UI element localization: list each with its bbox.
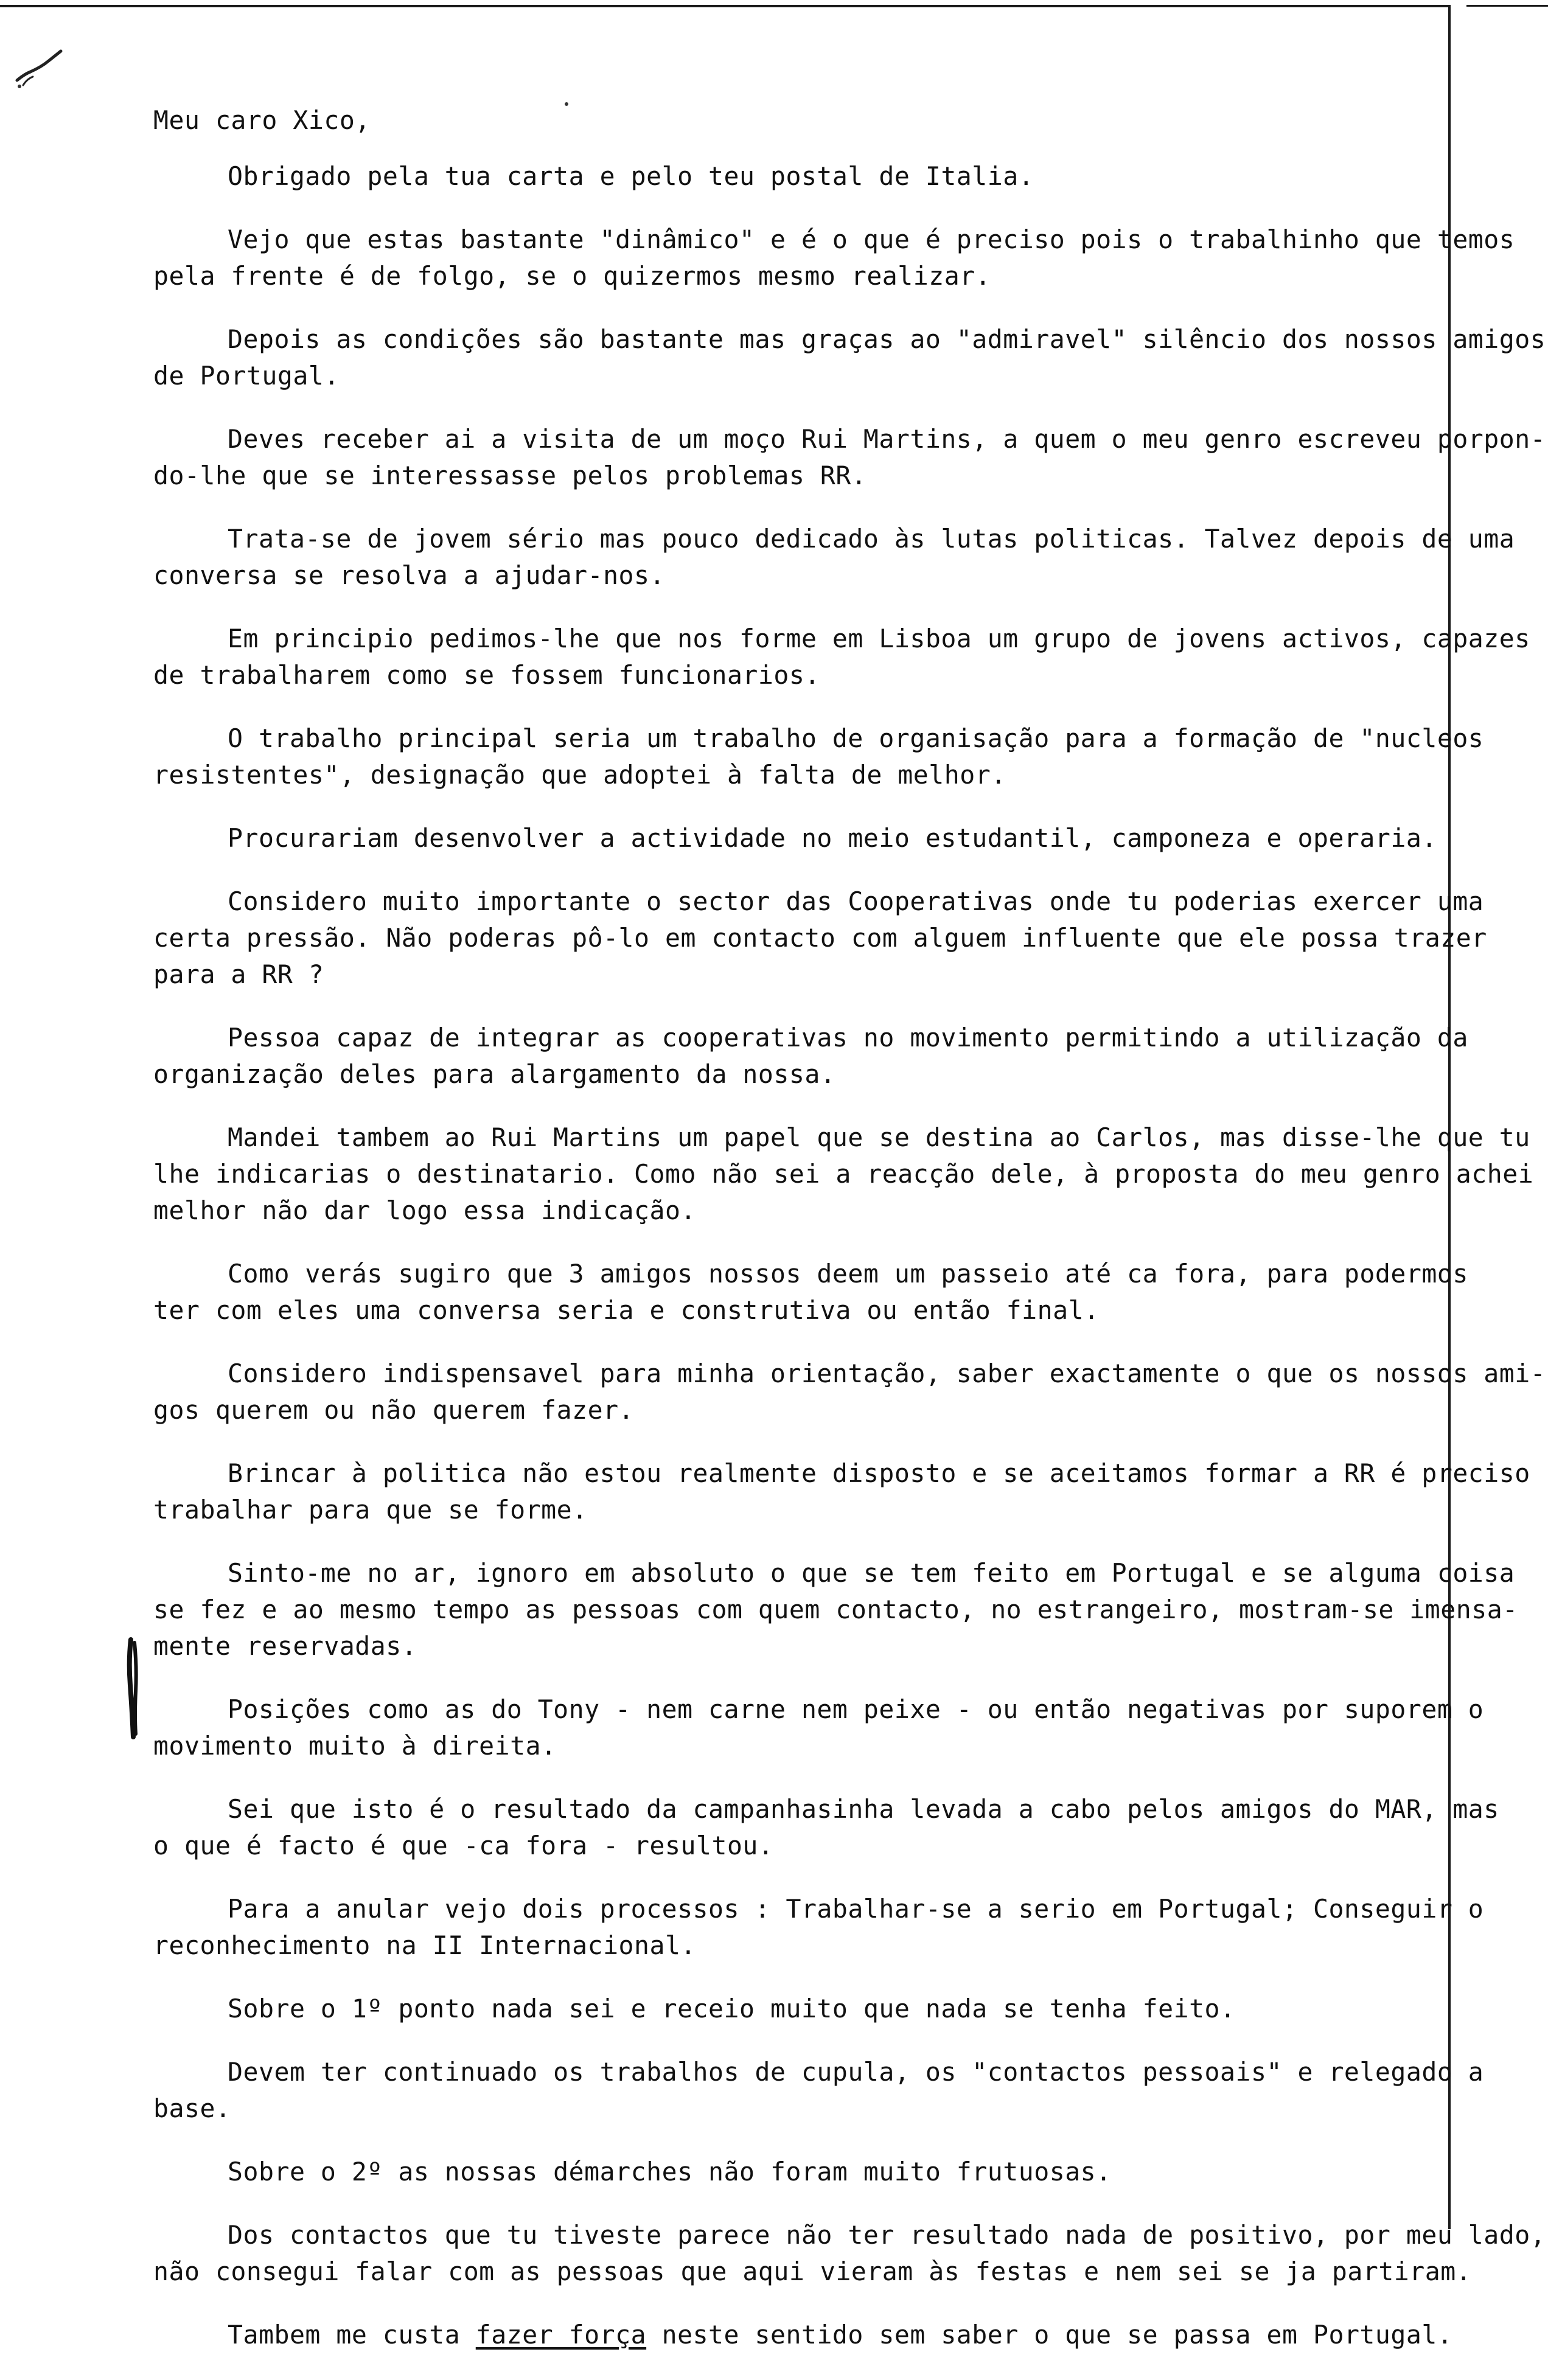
letter-closing-paragraph — [153, 2317, 1462, 2353]
letter-paragraph — [153, 1355, 1546, 1428]
letter-paragraph — [153, 883, 1487, 993]
paragraph-line: do-lhe que se interessasse pelos problemas RR. — [153, 461, 867, 490]
closing-text-before: Tambem me custa — [228, 2320, 476, 2350]
paragraph-line: Para a anular vejo dois processos : Trabalhar-se a serio em Portugal; Conseguir o — [228, 1894, 1484, 1924]
letter-paragraph — [153, 1020, 1468, 1093]
paragraph-line: melhor não dar logo essa indicação. — [153, 1195, 696, 1225]
letter-paragraph — [153, 1891, 1484, 1964]
paragraph-line: de Portugal. — [153, 361, 340, 391]
paragraph-line: Vejo que estas bastante "dinâmico" e é o que é preciso pois o trabalhinho que temos — [228, 224, 1515, 254]
paragraph-line: base. — [153, 2093, 231, 2123]
letter-paragraph — [153, 221, 1515, 294]
letter-paragraph — [153, 621, 1530, 694]
paragraph-line: Como verás sugiro que 3 amigos nossos deem um passeio até ca fora, para podermos — [228, 1259, 1468, 1289]
letter-body — [153, 102, 1546, 2380]
letter-paragraph — [153, 2054, 1484, 2127]
paragraph-line: o que é facto é que -ca fora - resultou. — [153, 1831, 774, 1860]
letter-paragraph — [153, 1691, 1484, 1764]
page-top-edge-right — [1466, 5, 1548, 7]
closing-text-after: neste sentido sem saber o que se passa em Portugal. — [646, 2320, 1453, 2350]
paragraph-line: Obrigado pela tua carta e pelo teu postal de Italia. — [228, 161, 1034, 191]
letter-paragraph — [153, 820, 1462, 857]
paragraph-line: Mandei tambem ao Rui Martins um papel que se destina ao Carlos, mas disse-lhe que tu — [228, 1122, 1530, 1152]
paragraph-line: se fez e ao mesmo tempo as pessoas com quem contacto, no estrangeiro, mostram-se imensa- — [153, 1595, 1518, 1624]
paragraph-line: Sobre o 2º as nossas démarches não foram muito frutuosas. — [228, 2157, 1112, 2187]
letter-paragraph — [153, 1119, 1534, 1229]
closing-line — [153, 2317, 1462, 2353]
paragraph-line: Sei que isto é o resultado da campanhasinha levada a cabo pelos amigos do MAR, mas — [228, 1794, 1499, 1824]
paragraph-line: reconhecimento na II Internacional. — [153, 1930, 696, 1960]
letter-paragraph — [153, 1991, 1462, 2027]
letter-paragraphs — [153, 158, 1546, 2290]
paragraph-line: ter com eles uma conversa seria e construtiva ou então final. — [153, 1295, 1100, 1325]
letter-paragraph — [153, 720, 1484, 793]
letter-paragraph — [153, 321, 1546, 394]
paragraph-line: mente reservadas. — [153, 1631, 417, 1661]
paragraph-line: organização deles para alargamento da nossa. — [153, 1059, 836, 1089]
letter-paragraph — [153, 1555, 1518, 1665]
paragraph-line: Sinto-me no ar, ignoro em absoluto o que se tem feito em Portugal e se alguma coisa — [228, 1558, 1515, 1588]
letter-paragraph — [153, 2154, 1462, 2190]
paragraph-line: certa pressão. Não poderas pô-lo em contacto com alguem influente que ele possa trazer — [153, 923, 1487, 953]
paragraph-line: lhe indicarias o destinatario. Como não sei a reacção dele, à proposta do meu genro achei — [153, 1159, 1534, 1189]
paragraph-line: Pessoa capaz de integrar as cooperativas no movimento permitindo a utilização da — [228, 1023, 1468, 1053]
paragraph-line: pela frente é de folgo, se o quizermos mesmo realizar. — [153, 261, 991, 291]
paragraph-line: Brincar à politica não estou realmente disposto e se aceitamos formar a RR é preciso — [228, 1458, 1530, 1488]
margin-mark-icon — [125, 1637, 143, 1740]
paragraph-line: Sobre o 1º ponto nada sei e receio muito que nada se tenha feito. — [228, 1994, 1236, 2023]
letter-paragraph — [153, 2217, 1546, 2290]
paragraph-line: de trabalharem como se fossem funcionarios. — [153, 660, 820, 690]
paragraph-line: Procurariam desenvolver a actividade no meio estudantil, camponeza e operaria. — [228, 823, 1437, 853]
paragraph-line: resistentes", designação que adoptei à falta de melhor. — [153, 760, 1006, 790]
letter-paragraph — [153, 421, 1546, 494]
paragraph-line: não consegui falar com as pessoas que aqui vieram às festas e nem sei se ja partiram. — [153, 2256, 1472, 2286]
paragraph-line: gos querem ou não querem fazer. — [153, 1395, 635, 1425]
letter-paragraph — [153, 1256, 1468, 1329]
letter-paragraph — [153, 521, 1515, 594]
paragraph-line: Dos contactos que tu tiveste parece não ter resultado nada de positivo, por meu lado, — [228, 2220, 1546, 2250]
paragraph-line: O trabalho principal seria um trabalho de organisação para a formação de "nucleos — [228, 723, 1484, 753]
paragraph-line: Considero indispensavel para minha orientação, saber exactamente o que os nossos ami- — [228, 1359, 1546, 1388]
paragraph-line: para a RR ? — [153, 959, 324, 989]
paragraph-line: Em principio pedimos-lhe que nos forme em Lisboa um grupo de jovens activos, capazes — [228, 624, 1530, 653]
pen-mark-icon — [12, 43, 67, 91]
letter-paragraph — [153, 1791, 1499, 1864]
paragraph-line: Considero muito importante o sector das Cooperativas onde tu poderias exercer uma — [228, 886, 1484, 916]
paragraph-line: movimento muito à direita. — [153, 1731, 557, 1761]
letter-paragraph — [153, 158, 1462, 195]
letter-paragraph — [153, 1455, 1530, 1528]
paragraph-line: Trata-se de jovem sério mas pouco dedicado às lutas politicas. Talvez depois de uma — [228, 524, 1515, 554]
closing-underlined-text: fazer força — [475, 2320, 647, 2350]
letter-greeting: Meu caro Xico, — [153, 105, 371, 135]
paragraph-line: Devem ter continuado os trabalhos de cupula, os "contactos pessoais" e relegado a — [228, 2057, 1484, 2087]
paragraph-line: Deves receber ai a visita de um moço Rui Martins, a quem o meu genro escreveu porpon- — [228, 424, 1546, 454]
page-top-edge — [0, 5, 1448, 7]
paragraph-line: Posições como as do Tony - nem carne nem peixe - ou então negativas por suporem o — [228, 1694, 1484, 1724]
paragraph-line: trabalhar para que se forme. — [153, 1495, 588, 1525]
paragraph-line: Depois as condições são bastante mas graças ao "admiravel" silêncio dos nossos amigos — [228, 324, 1546, 354]
paragraph-line: conversa se resolva a ajudar-nos. — [153, 560, 666, 590]
